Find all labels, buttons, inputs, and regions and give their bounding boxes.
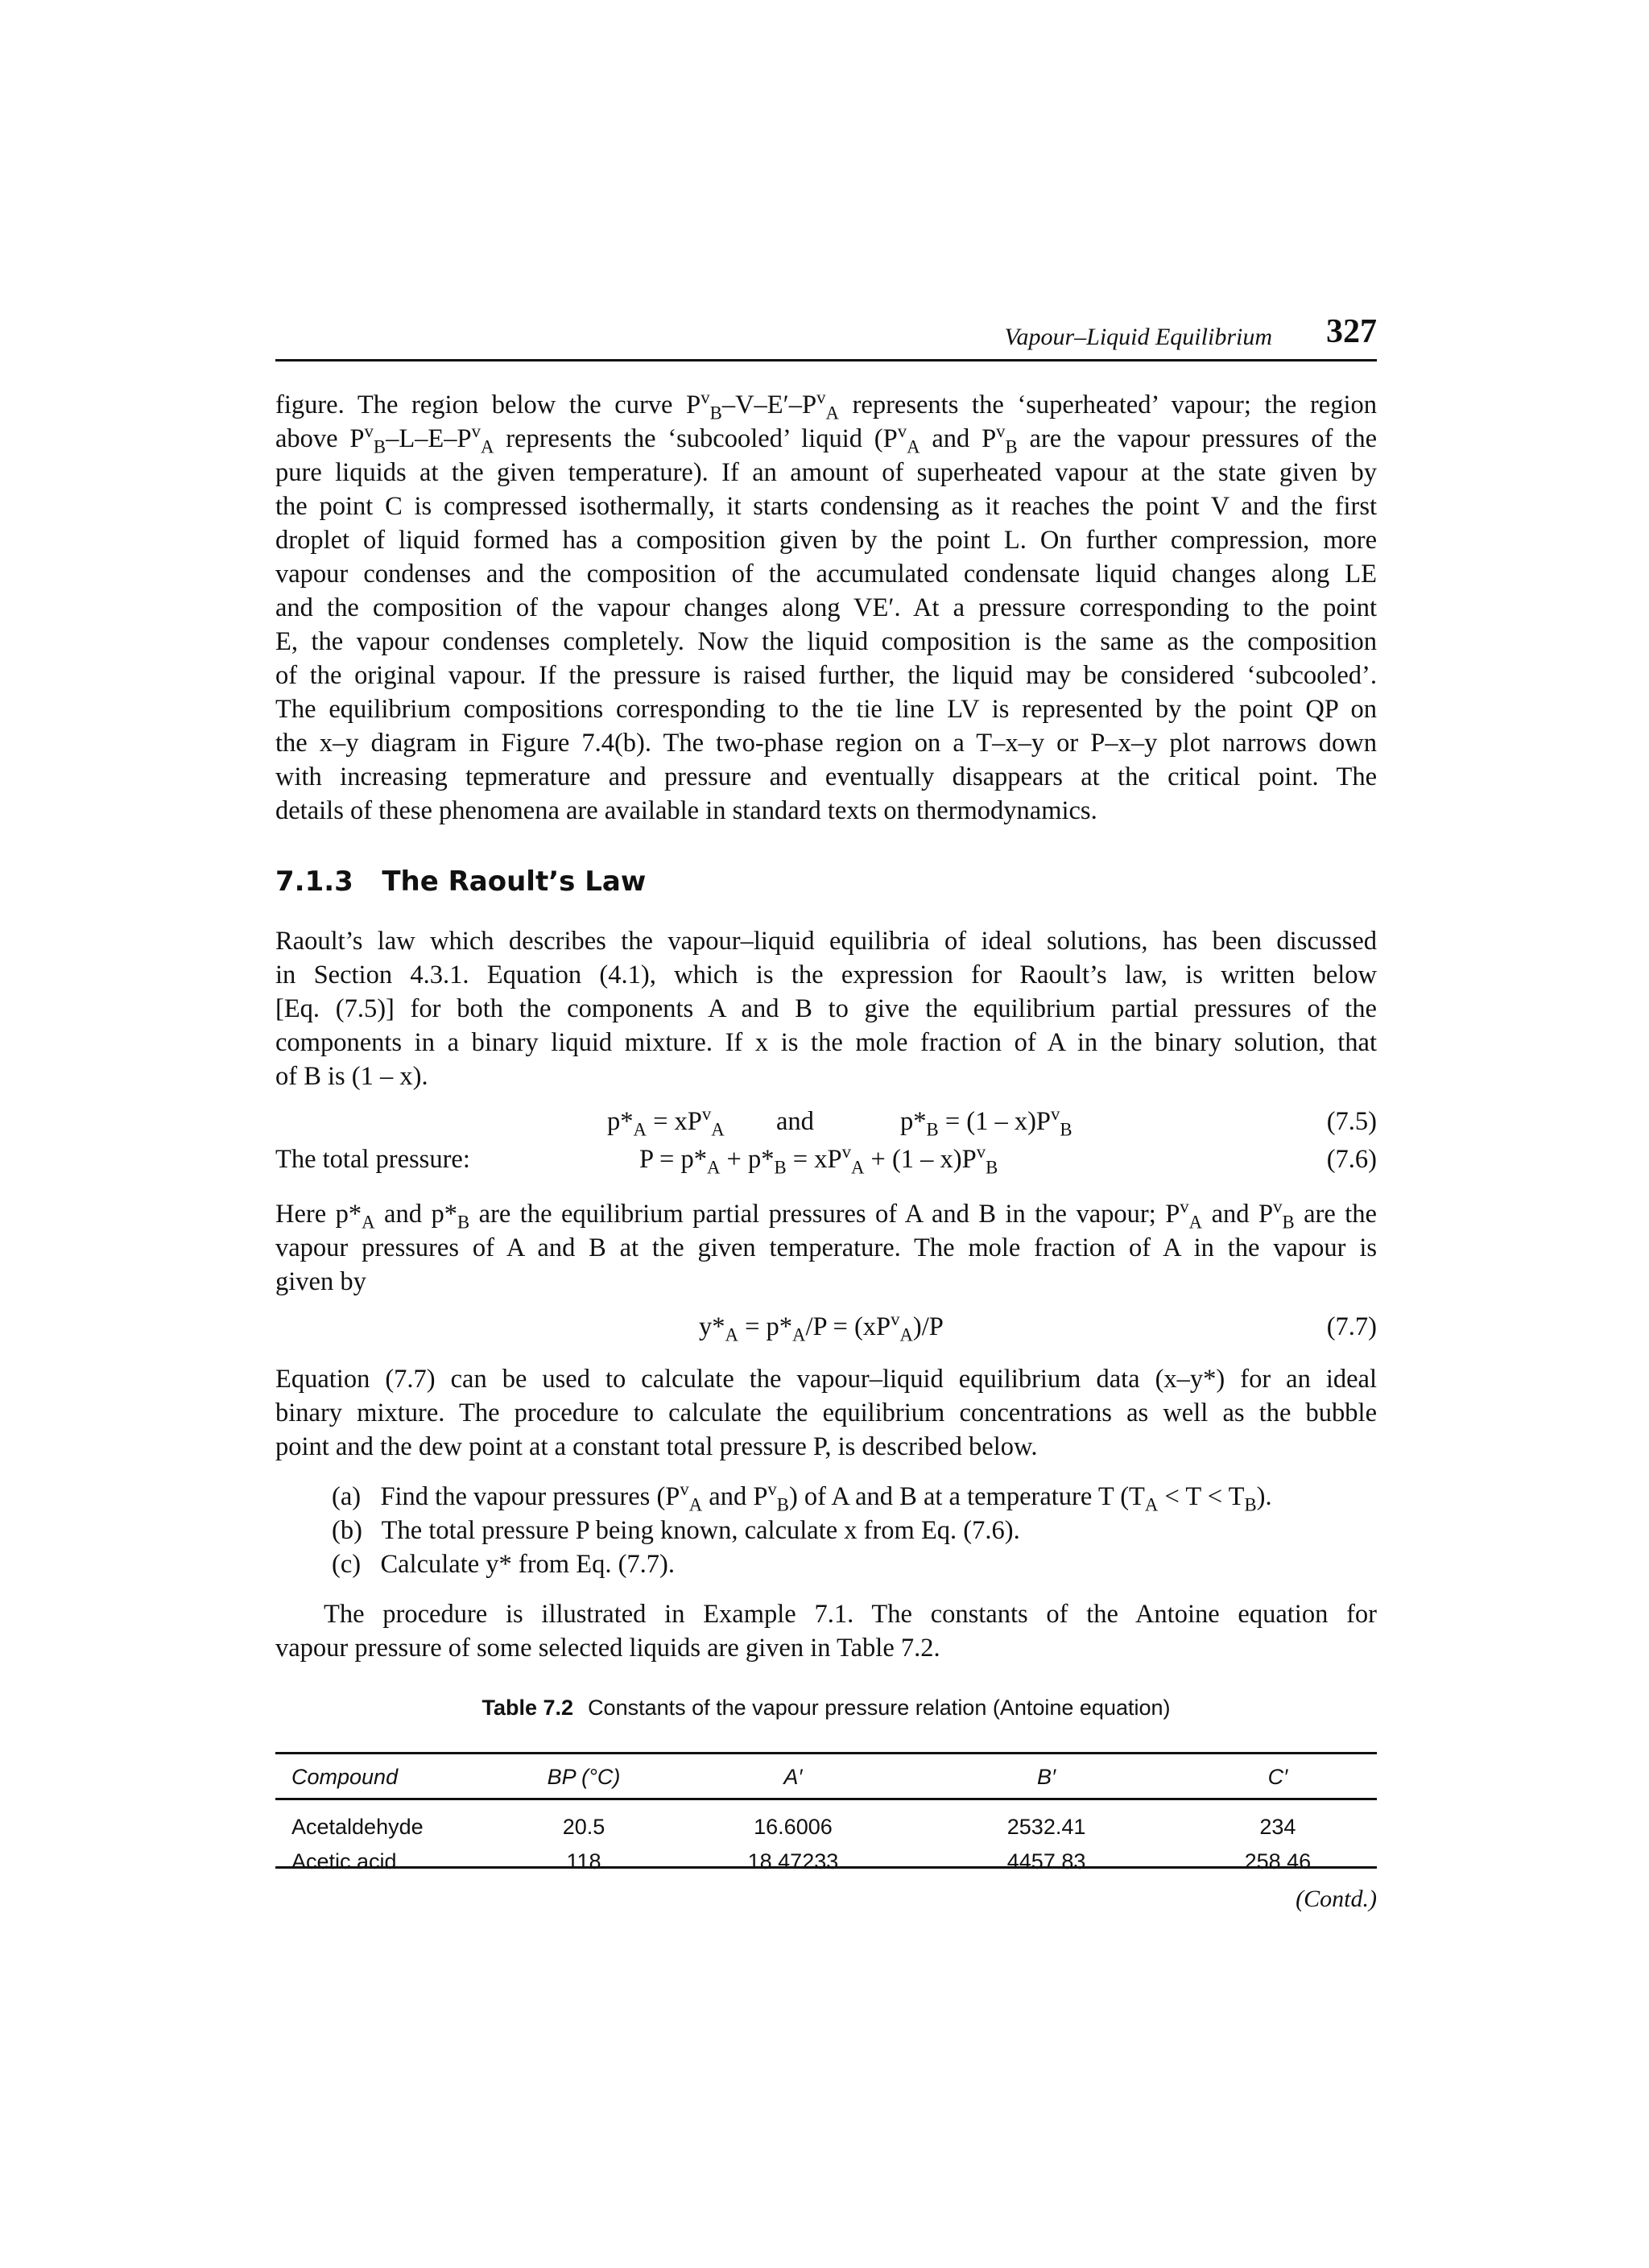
table-cell: 4457.83 [1006,1849,1086,1873]
table-cell: 20.5 [562,1815,605,1839]
paragraph-1 [275,388,1377,828]
equation-expression: $P = p*_A + p*_B = xP^v_A + (1 - x)P^v_B$ [639,1142,998,1178]
paragraph-3 [275,1197,1377,1299]
equation-number: (7.6) [1326,1145,1377,1174]
continued-note: (Contd.) [1296,1886,1377,1912]
text-line: components in a binary liquid mixture. If x is the mole fraction of A in the binary solution, that [275,1028,1377,1057]
equation-rhs: $p*_B = (1 - x)P^v_B$ [900,1104,1072,1140]
text-line: point and the dew point at a constant total pressure P, is described below. [275,1432,1038,1461]
text-line: Raoult’s law which describes the vapour–liquid equilibria of ideal solutions, has been discussed [275,927,1377,956]
equation-number: (7.7) [1326,1312,1377,1341]
text-line: E, the vapour condenses completely. Now the liquid composition is the same as the composition [275,627,1377,656]
equation-connector: and [776,1107,814,1136]
text-line: droplet of liquid formed has a composition given by the point L. On further compression, more [275,526,1377,555]
text-line: the x–y diagram in Figure 7.4(b). The two-phase region on a T–x–y or P–x–y plot narrows down [275,729,1377,758]
text-line: the point C is compressed isothermally, it starts condensing as it reaches the point V and the first [275,492,1377,521]
column-header: Compound [275,1754,496,1799]
equation-lhs: $p*_A = xP^v_A$ [607,1104,725,1140]
text-line: with increasing tepmerature and pressure and eventually disappears at the critical point. The [275,762,1377,791]
equation-7-6 [275,1142,1377,1182]
table-cell: 118 [566,1849,601,1873]
table-caption [275,1696,1377,1721]
table-cell: 18.47233 [747,1849,839,1873]
paragraph-5 [275,1597,1377,1665]
text-line: figure. The region below the curve $P^v_B-V-E'-P^v_A$ represents the ‘superheated’ vapour; the region [275,387,1377,423]
text-line: The equilibrium compositions corresponding to the tie line LV is represented by the point QP on [275,695,1377,724]
equation-label: The total pressure: [275,1145,470,1174]
paragraph-2 [275,924,1377,1093]
column-header: C′ [1179,1754,1377,1799]
column-header: BP (°C) [496,1754,672,1799]
list-item: (a) Find the vapour pressures ($P^v_A$ and $P^v_B$) of A and B at a temperature T $(T_A < T < T_B)$. [332,1479,1272,1515]
running-head [275,312,1377,361]
header-rule [275,359,1377,361]
table-cell: 2532.41 [1006,1815,1086,1839]
section-title: The Raoult’s Law [382,865,647,898]
text-line: The procedure is illustrated in Example 7.1. The constants of the Antoine equation for [324,1600,1377,1629]
table-cell: Acetic acid [291,1849,397,1873]
equation-number: (7.5) [1326,1107,1377,1136]
table-bottom-rule [275,1866,1377,1869]
antoine-constants-table [275,1754,1377,1890]
table-caption-text: Constants of the vapour pressure relation (Antoine equation) [588,1696,1171,1720]
text-line: vapour condenses and the composition of the accumulated condensate liquid changes along LE [275,560,1377,589]
text-line: of B is (1 – x). [275,1062,428,1091]
table-cell: Acetaldehyde [291,1815,424,1839]
table-caption-label: Table 7.2 [481,1696,574,1720]
running-head-title: Vapour–Liquid Equilibrium [1004,324,1272,350]
table-cell: 258.46 [1244,1849,1312,1873]
equation-expression: $y*_A = p*_A/P = (xP^v_A)/P$ [699,1309,944,1345]
section-heading [275,865,646,898]
procedure-steps [332,1480,1272,1581]
text-line: [Eq. (7.5)] for both the components A and B to give the equilibrium partial pressures of the [275,994,1377,1023]
page-number: 327 [1326,313,1377,350]
text-line: Here $p*_A$ and $p*_B$ are the equilibrium partial pressures of A and B in the vapour; $P^v_A$ and $P^v_B$ are the [275,1196,1377,1233]
text-line: pure liquids at the given temperature). If an amount of superheated vapour at the state given by [275,458,1377,487]
text-line: vapour pressures of A and B at the given temperature. The mole fraction of A in the vapour is [275,1233,1377,1262]
table-cell: 16.6006 [754,1815,833,1839]
list-item: (c) Calculate y* from Eq. (7.7). [332,1550,675,1579]
table-header-row [275,1754,1377,1799]
table-cell: 234 [1259,1815,1296,1839]
text-line: binary mixture. The procedure to calculate the equilibrium concentrations as well as the bubble [275,1398,1377,1427]
column-header: A′ [672,1754,914,1799]
text-line: and the composition of the vapour changes along VE′. At a pressure corresponding to the point [275,593,1377,622]
text-line: in Section 4.3.1. Equation (4.1), which is the expression for Raoult’s law, is written below [275,960,1377,989]
paragraph-4 [275,1362,1377,1464]
text-line: Equation (7.7) can be used to calculate the vapour–liquid equilibrium data (x–y*) for an ideal [275,1365,1377,1394]
text-line: above $P^v_B-L-E-P^v_A$ represents the ‘subcooled’ liquid ($P^v_A$ and $P^v_B$ are the vapour pressures of the [275,421,1377,457]
table-row [275,1799,1377,1845]
equation-7-5 [275,1104,1377,1144]
section-number: 7.1.3 [275,865,353,898]
text-line: given by [275,1267,366,1296]
text-line: vapour pressure of some selected liquids are given in Table 7.2. [275,1634,940,1663]
list-item: (b) The total pressure P being known, calculate x from Eq. (7.6). [332,1516,1020,1545]
equation-7-7 [275,1309,1377,1349]
text-line: details of these phenomena are available in standard texts on thermodynamics. [275,796,1097,825]
text-line: of the original vapour. If the pressure is raised further, the liquid may be considered ‘subcooled’. [275,661,1377,690]
column-header: B′ [914,1754,1178,1799]
